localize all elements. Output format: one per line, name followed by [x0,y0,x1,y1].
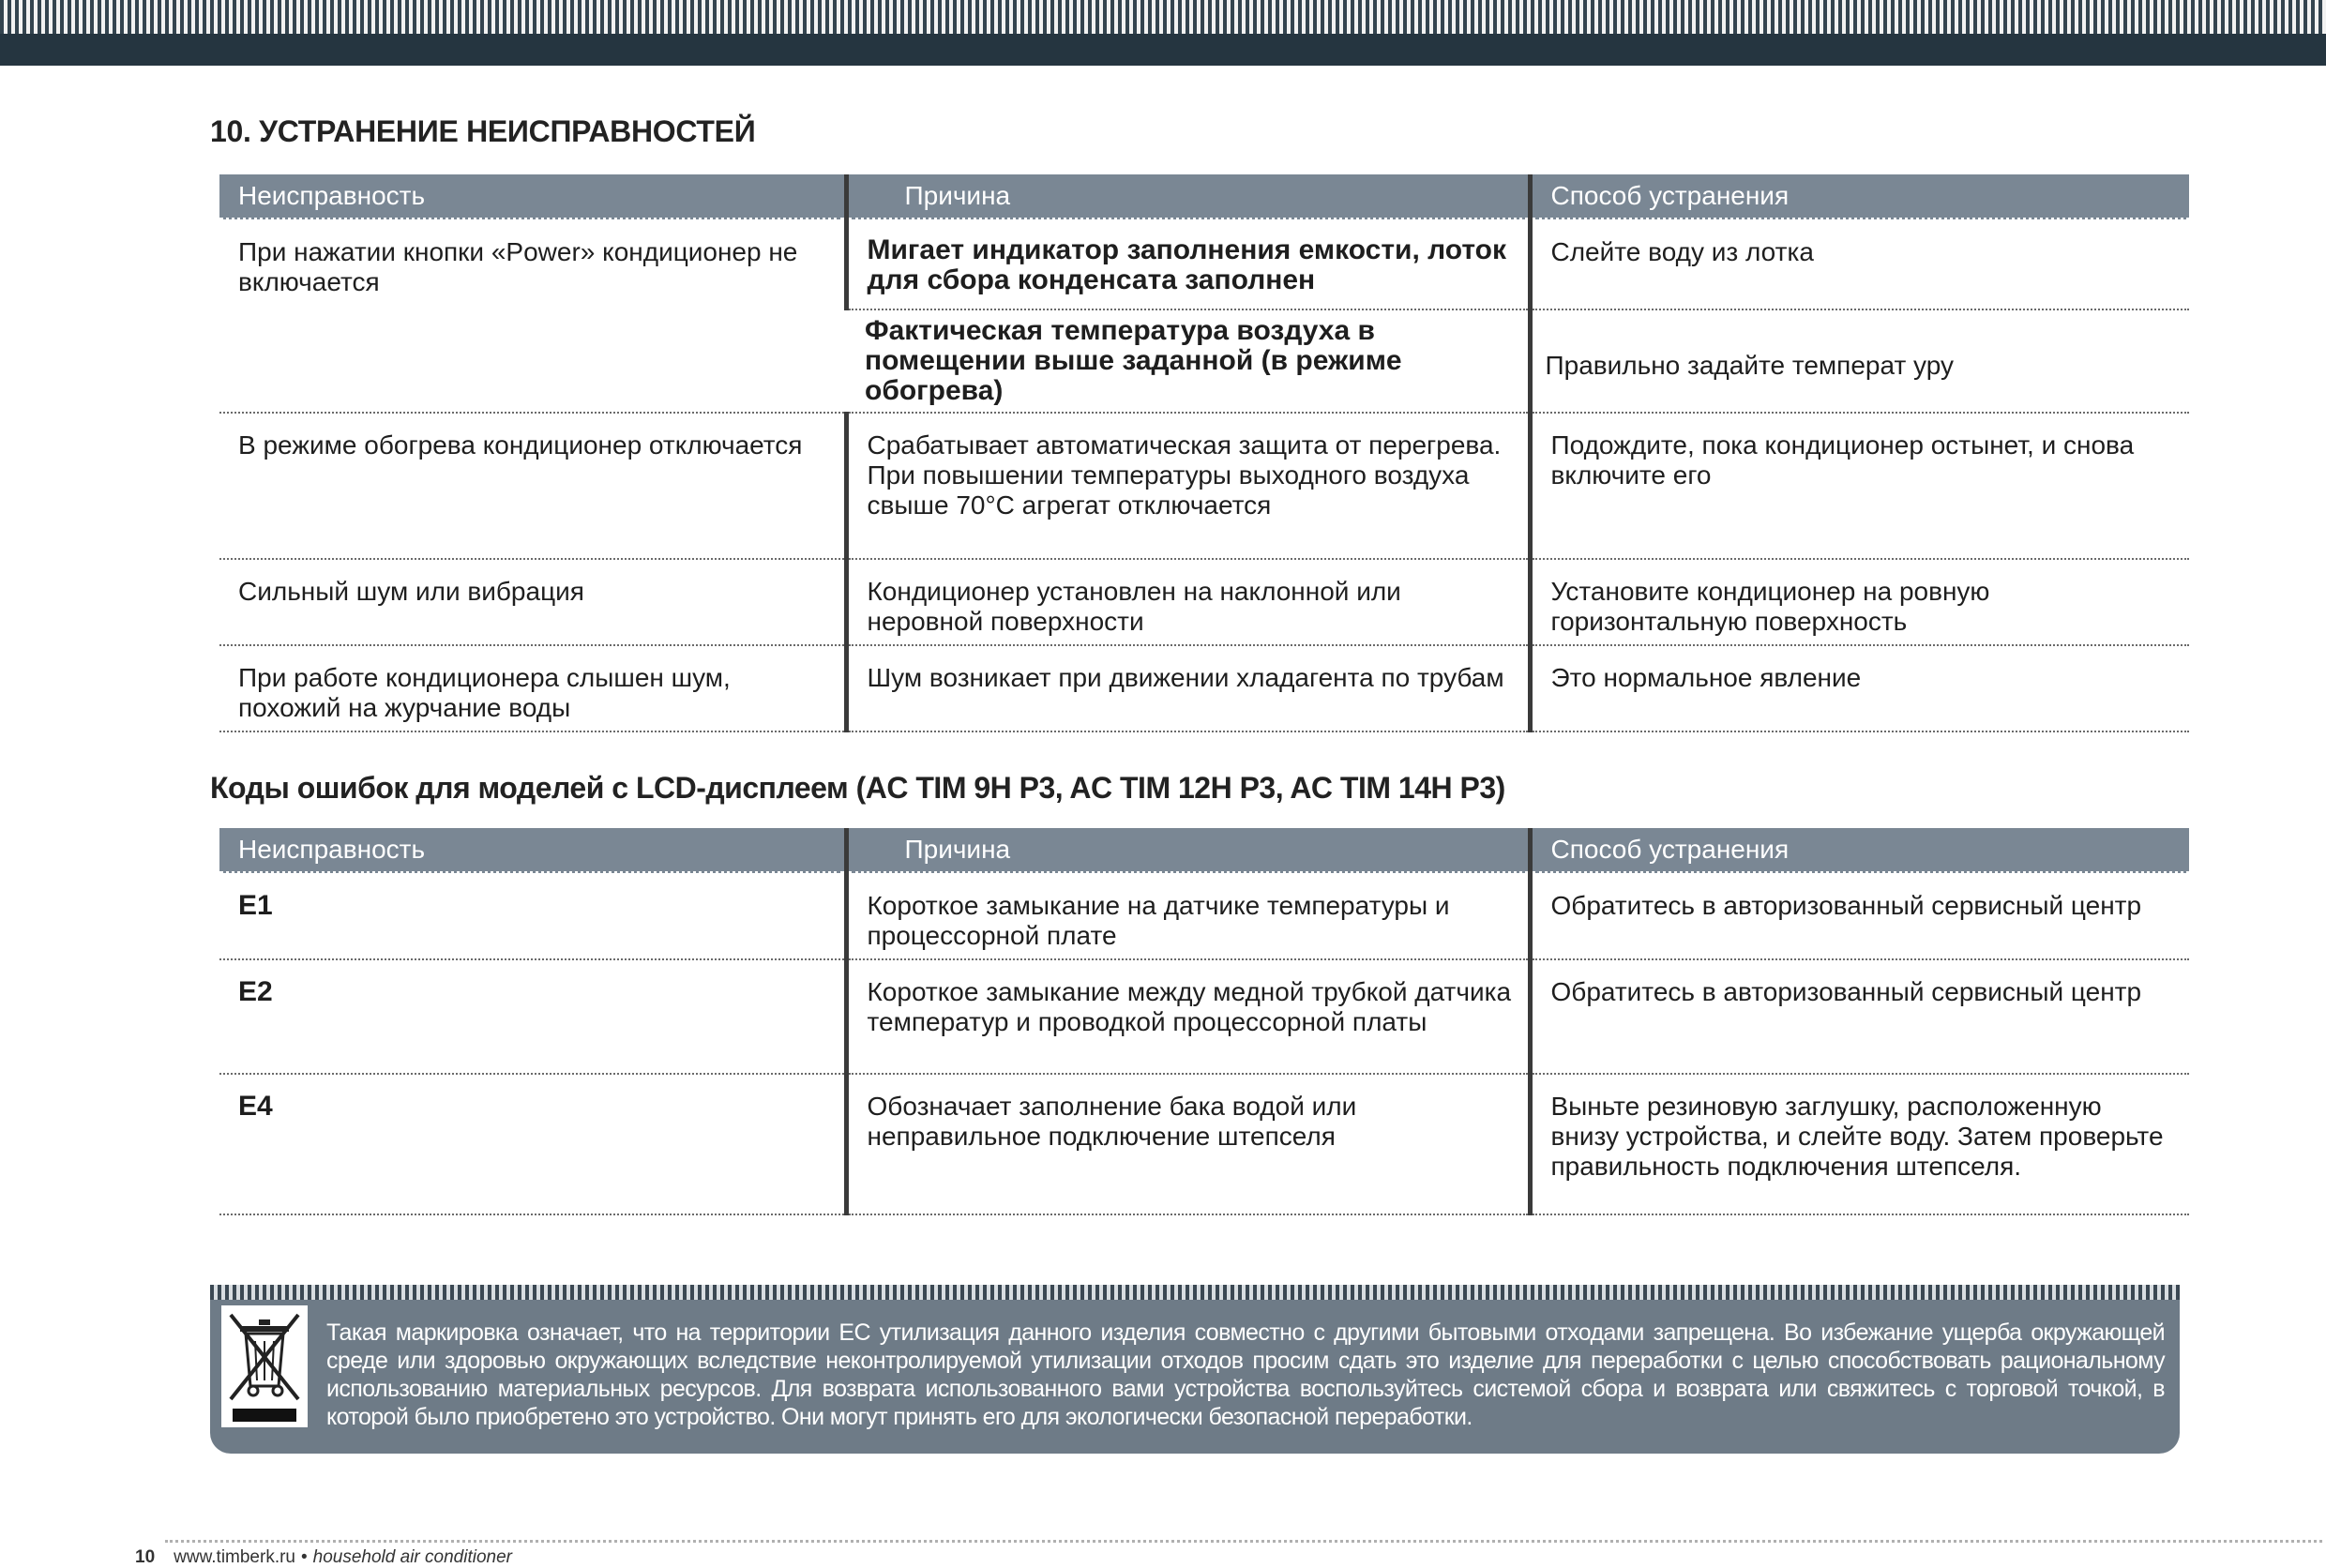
table-row [219,959,2189,1074]
solution-cell: Слейте воду из лотка [1530,219,2189,309]
solution-cell: Выньте резиновую заглушку, расположенную внизу устройства, и слейте воду. Затем проверьте правильность подключения штепселя. [1530,1074,2189,1214]
recycling-notice [210,1285,2180,1454]
table-header-row [219,828,2189,873]
solution-cell: Правильно задайте температ уру [1530,309,2189,413]
solution-cell: Обратитесь в авторизованный сервисный центр [1530,873,2189,960]
recycling-notice-text: Такая маркировка означает, что на территории ЕС утилизация данного изделия совместно с другими бытовыми отходами запрещена. Во избежание ущерба окружающей среде или здоровью окружающих вследствие неконтролируемой утилизации отходов просим сдать это изделие для переработки с целью способствовать рациональному использованию материальных ресурсов. Для возврата использованного вами устройства воспользуйтесь системой сбора и возврата или свяжитесь с торговой точкой, в которой было приобретено это устройство. Они могут принять его для экологически безопасной переработки. [326,1319,2165,1430]
table-row [219,219,2189,309]
column-header-fault: Неисправность [219,828,846,873]
notice-stripe [210,1285,2180,1300]
error-codes-table [219,828,2189,1215]
cause-cell: Короткое замыкание между медной трубкой датчика температур и проводкой процессорной платы [846,959,1530,1074]
footer-separator: • [301,1547,308,1567]
troubleshooting-table [219,174,2189,732]
table-row [219,873,2189,960]
table-row [219,1074,2189,1214]
column-header-cause: Причина [846,828,1530,873]
solution-cell: Установите кондиционер на ровную горизонтальную поверхность [1530,559,2189,645]
footer-divider [165,1540,2322,1543]
table-row [219,645,2189,731]
table-header-row [219,174,2189,219]
cause-cell: Кондиционер установлен на наклонной или неровной поверхности [846,559,1530,645]
column-header-solution: Способ устранения [1530,174,2189,219]
solution-cell: Подождите, пока кондиционер остынет, и снова включите его [1530,413,2189,559]
column-header-cause: Причина [846,174,1530,219]
solution-cell: Это нормальное явление [1530,645,2189,731]
table-row [219,559,2189,645]
section-title: 10. УСТРАНЕНИЕ НЕИСПРАВНОСТЕЙ [210,114,756,148]
footer-tagline: household air conditioner [312,1547,512,1567]
column-header-fault: Неисправность [219,174,846,219]
solution-cell: Обратитесь в авторизованный сервисный центр [1530,959,2189,1074]
page-number: 10 [135,1547,156,1567]
table-row [219,413,2189,559]
footer-website-link[interactable]: www.timberk.ru [174,1547,295,1567]
fault-cell: При работе кондиционера слышен шум, похожий на журчание воды [219,645,846,731]
fault-cell: При нажатии кнопки «Power» кондиционер не включается [219,219,846,413]
header-stripe-band [0,0,2326,66]
fault-cell: Сильный шум или вибрация [219,559,846,645]
column-header-solution: Способ устранения [1530,828,2189,873]
crossed-out-wheelie-bin-icon [221,1305,308,1427]
fault-cell: В режиме обогрева кондиционер отключается [219,413,846,559]
cause-cell: Шум возникает при движении хладагента по трубам [846,645,1530,731]
error-code-cell: E2 [219,959,846,1074]
page-footer [135,1547,512,1568]
cause-cell: Срабатывает автоматическая защита от перегрева. При повышении температуры выходного воздуха свыше 70°C агрегат отключается [846,413,1530,559]
cause-cell: Мигает индикатор заполнения емкости, лоток для сбора конденсата заполнен [846,219,1530,309]
error-code-cell: E1 [219,873,846,960]
cause-cell: Короткое замыкание на датчике температуры и процессорной плате [846,873,1530,960]
error-codes-title: Коды ошибок для моделей с LCD-дисплеем (AC TIM 9H P3, AC TIM 12H P3, AC TIM 14H P3) [210,771,1505,805]
cause-cell: Фактическая температура воздуха в помещении выше заданной (в режиме обогрева) [846,309,1530,413]
cause-cell: Обозначает заполнение бака водой или неправильное подключение штепселя [846,1074,1530,1214]
error-code-cell: E4 [219,1074,846,1214]
